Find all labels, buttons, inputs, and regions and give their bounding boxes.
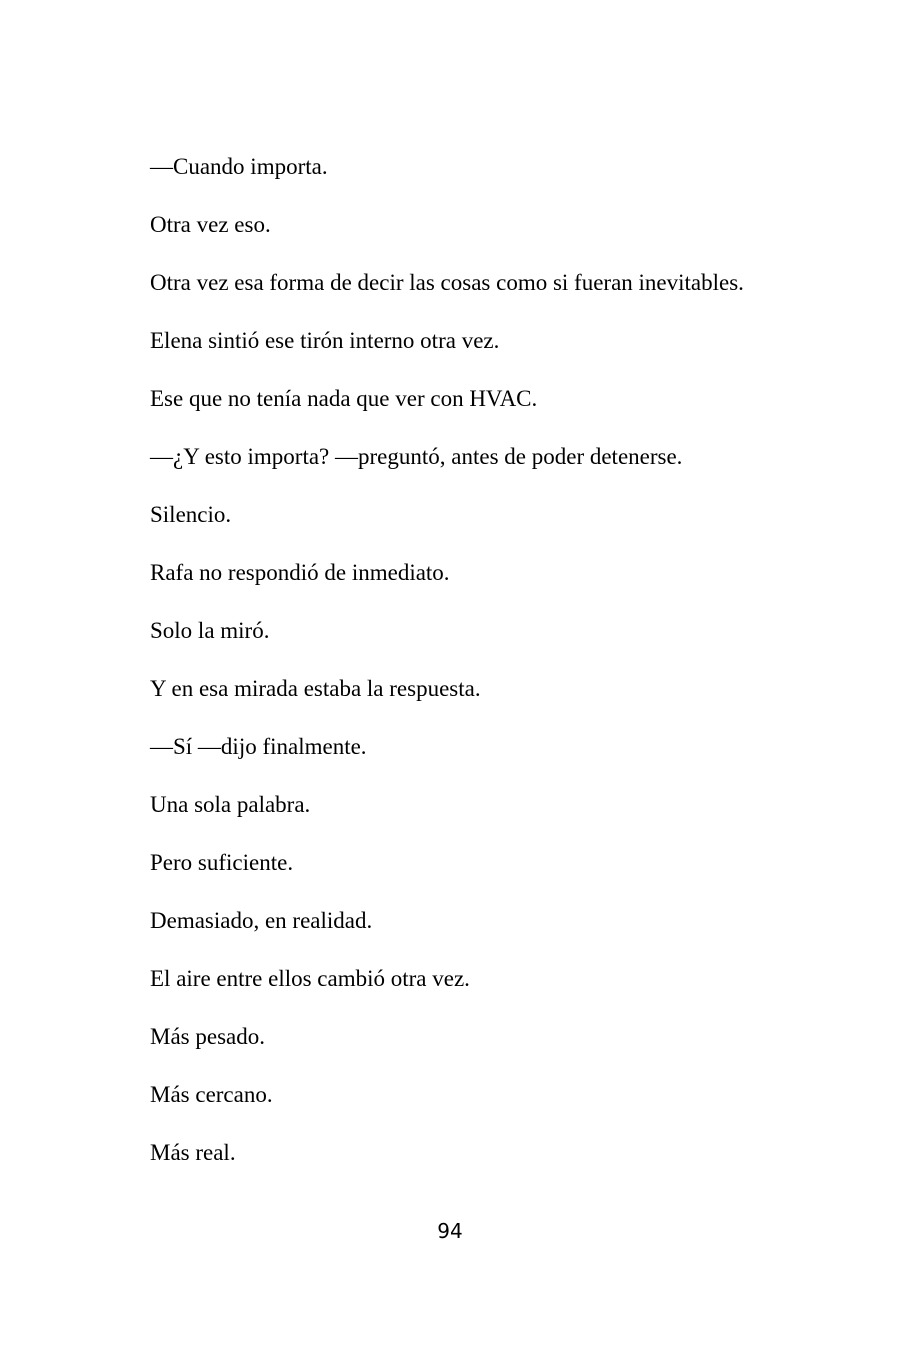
paragraph: Otra vez esa forma de decir las cosas como si fueran inevitables. xyxy=(150,270,744,295)
paragraph: Más pesado. xyxy=(150,1024,265,1049)
paragraph: Solo la miró. xyxy=(150,618,270,643)
paragraph: Demasiado, en realidad. xyxy=(150,908,373,933)
paragraph: Y en esa mirada estaba la respuesta. xyxy=(150,676,481,701)
paragraph: —¿Y esto importa? —preguntó, antes de poder detenerse. xyxy=(150,444,683,469)
paragraph: Otra vez eso. xyxy=(150,212,271,237)
paragraph: Pero suficiente. xyxy=(150,850,294,875)
page-number: 94 xyxy=(437,1219,463,1243)
paragraph: Ese que no tenía nada que ver con HVAC. xyxy=(150,386,538,411)
paragraph: Rafa no respondió de inmediato. xyxy=(150,560,450,585)
paragraph: Elena sintió ese tirón interno otra vez. xyxy=(150,328,500,353)
paragraph: El aire entre ellos cambió otra vez. xyxy=(150,966,470,991)
paragraph: —Cuando importa. xyxy=(150,154,328,179)
page-body xyxy=(150,152,750,1196)
paragraph: Una sola palabra. xyxy=(150,792,311,817)
paragraph: Más real. xyxy=(150,1140,236,1165)
paragraph: —Sí —dijo finalmente. xyxy=(150,734,367,759)
paragraph: Silencio. xyxy=(150,502,232,527)
paragraph: Más cercano. xyxy=(150,1082,273,1107)
